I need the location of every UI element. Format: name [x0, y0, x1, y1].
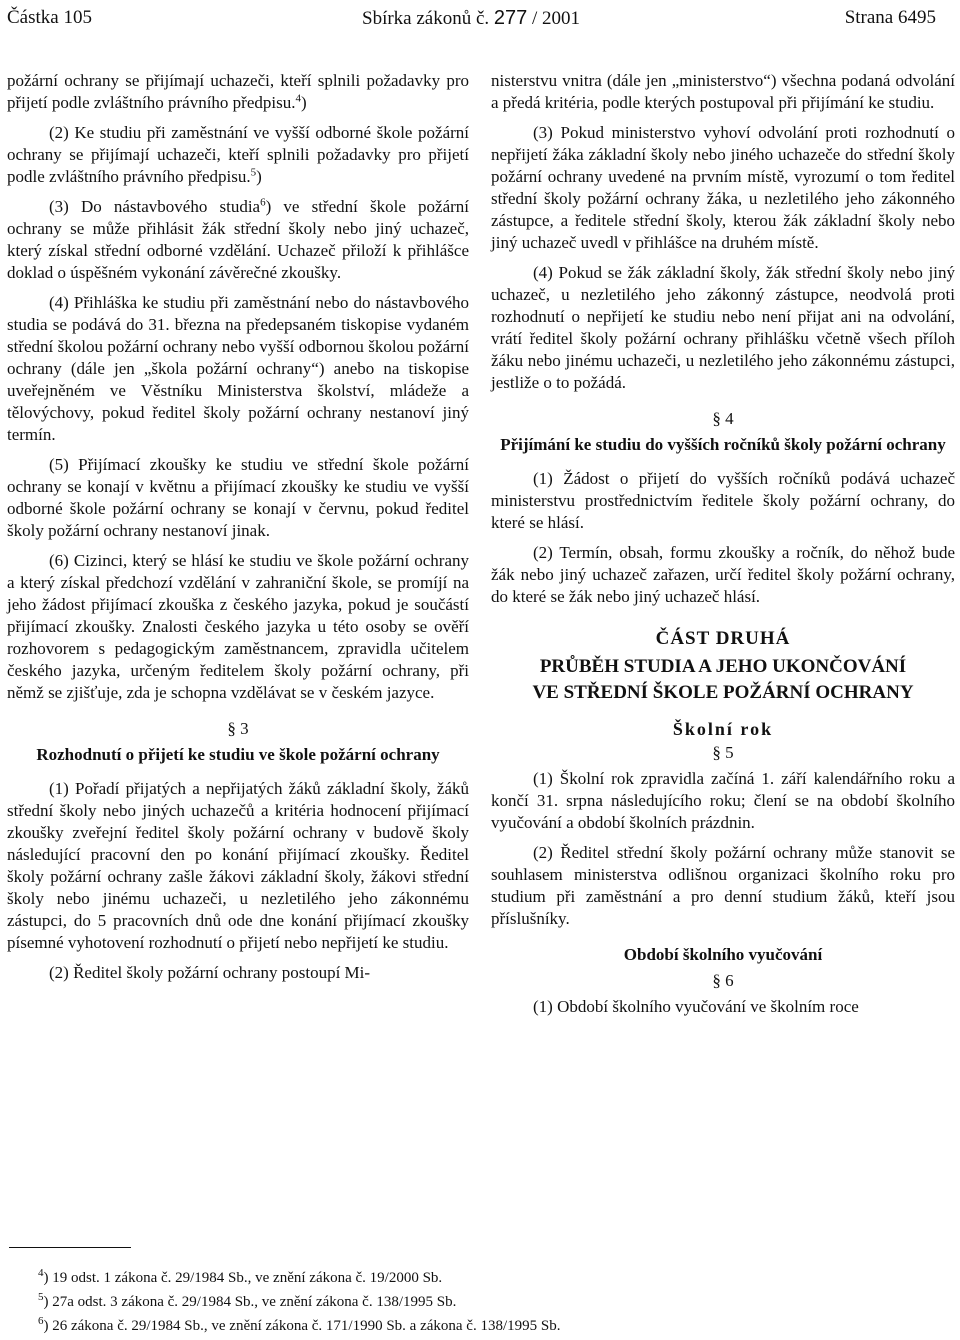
paragraph: (4) Pokud se žák základní školy, žák střední školy nebo jiný uchazeč, u nezletilého jeho zákonný zástupce, neodvolá proti rozhodnutí o nepřijetí ke studiu nebo není přijat ani na odvolání, vrátí ředitel školy požární ochrany přihlášku včetně všech příloh žáku nebo jinému uchazeči, u nezletilého jeho zákonnému zástupci, jestliže o to požádá. [491, 263, 955, 392]
footnote-divider [9, 1247, 131, 1248]
section-heading: Období školního vyučování [623, 945, 823, 964]
footnote-text: ) 26 zákona č. 29/1984 Sb., ve znění zákona č. 171/1990 Sb. a zákona č. 138/1995 Sb. [43, 1318, 561, 1334]
law-number: 277 [493, 7, 528, 29]
paragraph [7, 122, 469, 188]
left-column [7, 70, 469, 992]
footnote-mark: 4 [38, 1267, 44, 1279]
section-mark: § 4 [712, 409, 734, 428]
issue-number: Částka 105 [7, 7, 92, 28]
footnote [38, 1314, 560, 1338]
footnote-mark: 6 [38, 1315, 44, 1327]
page-number: Strana 6495 [844, 7, 936, 28]
paragraph: (4) Přihláška ke studiu při zaměstnání nebo do nástavbového studia se podává do 31. března na předepsaném tiskopise vydaném střední školou požární ochrany nebo vyšší odbornou školou požární ochrany (dále jen „škola požární ochrany“) anebo na tiskopise uveřejněném ve Věstníku Ministerstva školství, mládeže a tělovýchovy, pokud ředitel školy požární ochrany nestanoví jiný termín. [7, 293, 469, 444]
section-mark: § 6 [712, 971, 734, 990]
collection-title [362, 6, 580, 31]
footnote-mark: 5 [38, 1291, 44, 1303]
paragraph: (2) Ředitel střední školy požární ochrany může stanovit se souhlasem ministerstva odlišnou organizaci školního roku pro studium při zaměstnání a pro denní studium žáků, kteří jsou příslušníky. [491, 843, 955, 928]
part-subtitle-line: PRŮBĚH STUDIA A JEHO UKONČOVÁNÍ [539, 656, 907, 677]
paragraph: (1) Pořadí přijatých a nepřijatých žáků základní školy, žáků střední školy nebo jiných uchazečů a kritéria hodnocení přijímací zkoušky zveřejní ředitel školy požární ochrany v budově školy následující pracovní den po konání přijímací zkoušky. Ředitel školy požární ochrany zašle žákovi základní školy, žákovi střední školy nebo jinému uchazeči, u nezletilého jeho zákonnému zástupci, do 5 pracovních dnů ode dne konání přijímací zkoušky písemné vyhotovení rozhodnutí o přijetí nebo nepřijetí ke studiu. [7, 779, 469, 952]
paragraph: (6) Cizinci, který se hlásí ke studiu ve škole požární ochrany a který získal předchozí vzdělání v zahraniční škole, se promíjí na jeho žádost přijímací zkouška z českého jazyka, pokud je součástí přijímací zkoušky. Znalosti českého jazyka u této osoby se ověří rozhovorem s pedagogickým zaměstnancem, zpravidla učitelem českého jazyka, určeným ředitelem školy požární ochrany, při němž se zjišťuje, zda je schopna vzdělávat se v českém jazyce. [7, 551, 469, 702]
paragraph-text: ) ve střední škole požární ochrany se může přihlásit žák střední školy nebo jiný uchazeč, který získal střední odborné vzdělání. Uchazeč přiloží k přihlášce doklad o úspěšném vykonání závěrečné zkoušky. [7, 197, 469, 282]
footnote-text: ) 27a odst. 3 zákona č. 29/1984 Sb., ve znění zákona č. 138/1995 Sb. [43, 1294, 457, 1310]
paren: ) [300, 93, 307, 112]
paragraph-text: (2) Ke studiu při zaměstnání ve vyšší odborné škole požární ochrany se přijímají uchazeči, kteří splnili požadavky pro přijetí podle zvláštního právního předpisu. [7, 123, 469, 186]
part-subtitle-line: VE STŘEDNÍ ŠKOLE POŽÁRNÍ OCHRANY [532, 682, 914, 703]
collection-prefix: Sbírka zákonů č. [362, 8, 490, 29]
paragraph [7, 196, 469, 284]
paren: ) [256, 167, 262, 186]
footnote-ref: 6 [260, 196, 266, 209]
paragraph: (1) Školní rok zpravidla začíná 1. září kalendářního roku a končí 31. srpna následujícího roku; člení se na období školního vyučování a období školních prázdnin. [491, 769, 955, 832]
footnote [38, 1266, 560, 1290]
footnote-ref: 4 [295, 92, 301, 105]
footnotes [38, 1266, 560, 1338]
paragraph [7, 70, 469, 114]
paragraph: (1) Období školního vyučování ve školním roce [533, 997, 859, 1016]
paragraph-text: (3) Do nástavbového studia [49, 197, 261, 216]
section-title: Přijímání ke studiu do vyšších ročníků školy požární ochrany [500, 435, 946, 454]
section-mark: § 3 [227, 719, 249, 738]
section-title: Rozhodnutí o přijetí ke studiu ve škole požární ochrany [36, 745, 440, 764]
collection-year: / 2001 [532, 8, 581, 29]
paragraph: (1) Žádost o přijetí do vyšších ročníků podává uchazeč ministerstvu prostřednictvím ředitele školy požární ochrany, do které se hlásí. [491, 469, 955, 532]
paragraph-text: požární ochrany se přijímají uchazeči, kteří splnili požadavky pro přijetí podle zvláštního právního předpisu. [7, 71, 469, 112]
chapter-heading: Školní rok [672, 719, 774, 739]
right-column [491, 70, 955, 1026]
part-title: ČÁST DRUHÁ [655, 628, 791, 649]
footnote-ref: 5 [250, 166, 257, 179]
section-mark: § 5 [712, 743, 734, 762]
paragraph: (2) Ředitel školy požární ochrany postoupí Mi- [49, 963, 371, 982]
footnote [38, 1290, 560, 1314]
footnote-text: ) 19 odst. 1 zákona č. 29/1984 Sb., ve znění zákona č. 19/2000 Sb. [43, 1270, 443, 1286]
paragraph: (2) Termín, obsah, formu zkoušky a ročník, do něhož bude žák nebo jiný uchazeč zařazen, určí ředitel školy požární ochrany, do které se žák nebo jiný uchazeč hlásí. [491, 543, 955, 606]
paragraph: (3) Pokud ministerstvo vyhoví odvolání proti rozhodnutí o nepřijetí žáka základní školy nebo jiného uchazeče do střední školy požární ochrany uvedené na prvním místě, vyrozumí o tom ředitel střední školy požární ochrany žáka, u nezletilého jeho zákonného zástupce, a ředitele střední školy, kterou žák základní školy nebo jiný uchazeč uvedl v přihlášce na druhém místě. [491, 123, 955, 252]
paragraph: (5) Přijímací zkoušky ke studiu ve střední škole požární ochrany se konají v květnu a přijímací zkoušky ke studiu ve vyšší odborné škole požární ochrany se konají v červnu, pokud ředitel školy požární ochrany nestanoví jinak. [7, 455, 469, 540]
paragraph: nisterstvu vnitra (dále jen „ministerstvo“) všechna podaná odvolání a předá kritéria, podle kterých postupoval při přijímání ke studiu. [491, 71, 955, 112]
page-header [7, 6, 936, 38]
part-subtitle [491, 654, 955, 706]
